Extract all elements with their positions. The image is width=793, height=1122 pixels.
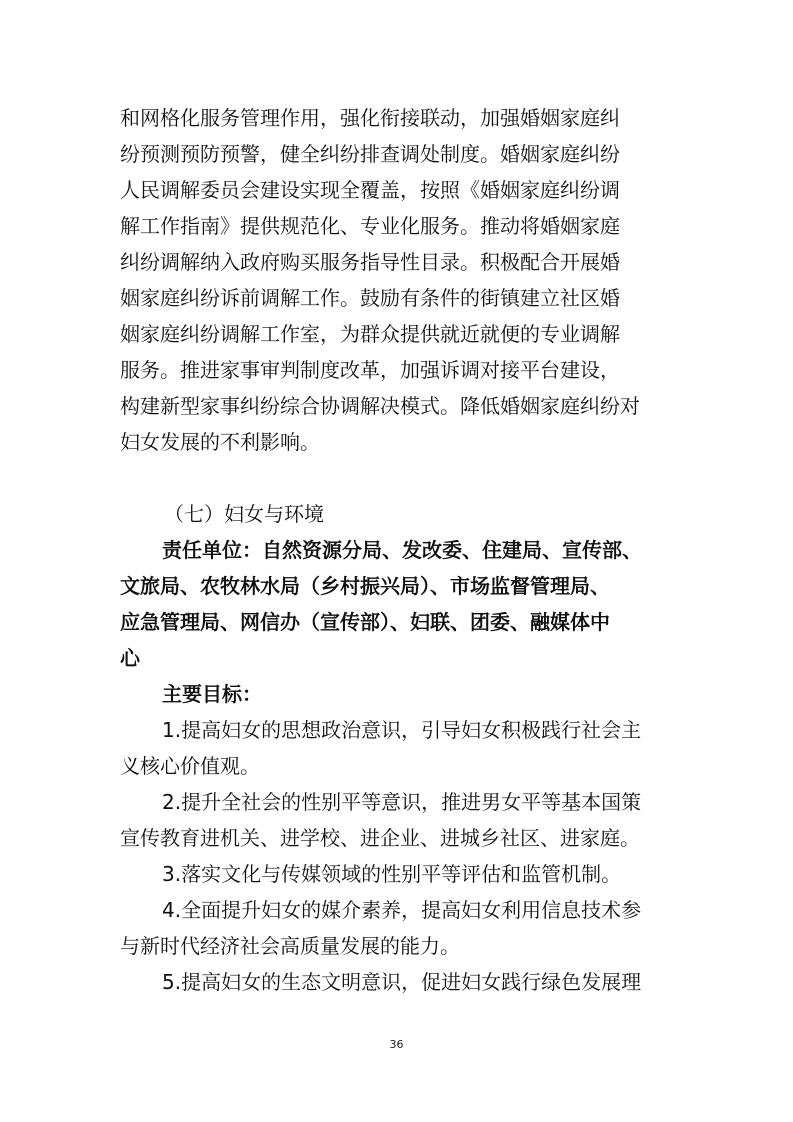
section-title: （七）妇女与环境 <box>164 502 324 526</box>
paragraph-line: 纠纷调解纳入政府购买服务指导性目录。积极配合开展婚 <box>120 250 620 274</box>
responsible-units-line: 应急管理局、网信办（宣传部）、妇联、团委、融媒体中 <box>120 610 610 634</box>
goal-line: 2.提升全社会的性别平等意识，推进男女平等基本国策 <box>162 790 642 814</box>
goal-line: 3.落实文化与传媒领域的性别平等评估和监管机制。 <box>162 862 622 886</box>
paragraph-line: 妇女发展的不利影响。 <box>120 430 320 454</box>
goal-line: 义核心价值观。 <box>120 754 260 778</box>
goals-heading: 主要目标： <box>162 682 262 706</box>
paragraph-line: 人民调解委员会建设实现全覆盖，按照《婚姻家庭纠纷调 <box>120 178 620 202</box>
paragraph-line: 和网格化服务管理作用，强化衔接联动，加强婚姻家庭纠 <box>120 106 620 130</box>
responsible-units-line: 责任单位：自然资源分局、发改委、住建局、宣传部、 <box>162 538 642 562</box>
paragraph-line: 解工作指南》提供规范化、专业化服务。推动将婚姻家庭 <box>120 214 620 238</box>
paragraph-line: 构建新型家事纠纷综合协调解决模式。降低婚姻家庭纠纷对 <box>120 394 640 418</box>
paragraph-line: 纷预测预防预警，健全纠纷排查调处制度。婚姻家庭纠纷 <box>120 142 620 166</box>
goal-line: 5.提高妇女的生态文明意识，促进妇女践行绿色发展理 <box>162 970 642 994</box>
responsible-units-line: 文旅局、农牧林水局（乡村振兴局）、市场监督管理局、 <box>120 574 610 598</box>
paragraph-line: 姻家庭纠纷调解工作室，为群众提供就近就便的专业调解 <box>120 322 620 346</box>
paragraph-line: 服务。推进家事审判制度改革，加强诉调对接平台建设， <box>120 358 620 382</box>
goal-line: 4.全面提升妇女的媒介素养，提高妇女利用信息技术参 <box>162 898 642 922</box>
paragraph-line: 姻家庭纠纷诉前调解工作。鼓励有条件的街镇建立社区婚 <box>120 286 620 310</box>
goal-line: 宣传教育进机关、进学校、进企业、进城乡社区、进家庭。 <box>120 826 640 850</box>
goal-line: 与新时代经济社会高质量发展的能力。 <box>120 934 460 958</box>
goal-line: 1.提高妇女的思想政治意识，引导妇女积极践行社会主 <box>162 718 642 742</box>
page-number: 36 <box>389 1038 404 1051</box>
responsible-units-line: 心 <box>120 646 140 670</box>
